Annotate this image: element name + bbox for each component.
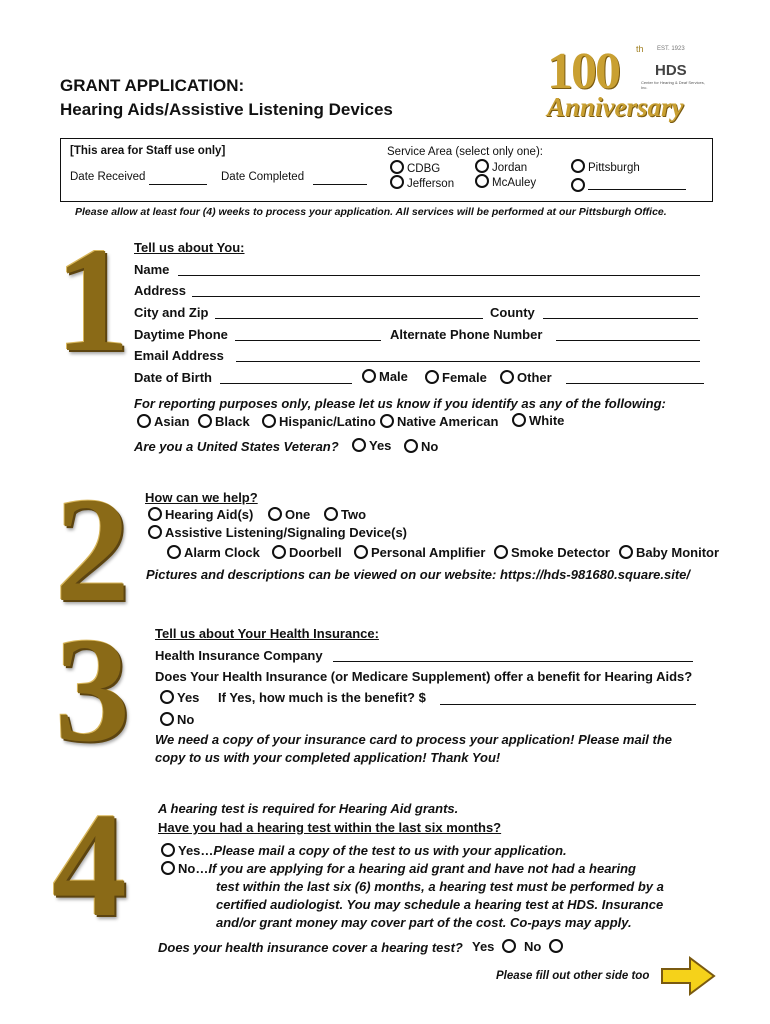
gender-male[interactable]: Male	[362, 369, 408, 384]
radio-icon	[475, 159, 489, 173]
email-field[interactable]	[236, 361, 700, 362]
radio-icon	[160, 690, 174, 704]
service-area-label: Service Area (select only one):	[387, 146, 543, 158]
radio-icon	[354, 545, 368, 559]
logo-est: EST. 1923	[657, 46, 685, 52]
service-cdbg[interactable]: CDBG	[390, 160, 440, 175]
title-line-1: GRANT APPLICATION:	[60, 76, 245, 95]
device-alarm-clock[interactable]: Alarm Clock	[167, 545, 260, 560]
hearing-test-no-text-4: and/or grant money may cover part of the cost. Co-pays may apply.	[216, 915, 632, 930]
daytime-phone-field[interactable]	[235, 340, 381, 341]
city-zip-field[interactable]	[215, 318, 483, 319]
other-side-note: Please fill out other side too	[496, 970, 650, 982]
radio-icon	[268, 507, 282, 521]
radio-icon	[571, 178, 585, 192]
insurance-company-field[interactable]	[333, 661, 693, 662]
email-label: Email Address	[134, 348, 224, 363]
device-doorbell[interactable]: Doorbell	[272, 545, 342, 560]
service-jefferson[interactable]: Jefferson	[390, 175, 454, 190]
section-number-1: 1	[55, 217, 130, 383]
hearing-aids-option[interactable]: Hearing Aid(s)	[148, 507, 253, 522]
arrow-right-icon	[660, 955, 716, 997]
page-title	[60, 74, 393, 122]
radio-icon	[425, 370, 439, 384]
reporting-note: For reporting purposes only, please let us know if you identify as any of the following:	[134, 396, 666, 411]
insurance-company-label: Health Insurance Company	[155, 648, 323, 663]
radio-icon	[500, 370, 514, 384]
county-field[interactable]	[543, 318, 698, 319]
section-number-2: 2	[55, 467, 130, 633]
benefit-yes[interactable]: Yes	[160, 690, 199, 705]
staff-label: [This area for Staff use only]	[70, 145, 226, 157]
city-zip-label: City and Zip	[134, 305, 209, 320]
device-personal-amplifier[interactable]: Personal Amplifier	[354, 545, 485, 560]
radio-icon	[619, 545, 633, 559]
insurance-copy-note-2: copy to us with your completed application! Thank You!	[155, 750, 501, 765]
anniversary-logo	[545, 40, 710, 135]
radio-icon	[502, 939, 516, 953]
radio-icon	[137, 414, 151, 428]
dob-label: Date of Birth	[134, 370, 212, 385]
radio-icon	[390, 160, 404, 174]
hearing-test-yes[interactable]: Yes…Please mail a copy of the test to us with your application.	[161, 843, 567, 858]
cover-test-question: Does your health insurance cover a hearing test?	[158, 940, 463, 955]
radio-icon	[167, 545, 181, 559]
ethnicity-hispanic[interactable]: Hispanic/Latino	[262, 414, 376, 429]
radio-icon	[262, 414, 276, 428]
date-received-label: Date Received	[70, 171, 146, 183]
logo-anniversary: Anniversary	[547, 92, 684, 122]
device-smoke-detector[interactable]: Smoke Detector	[494, 545, 610, 560]
address-label: Address	[134, 283, 187, 298]
radio-icon	[404, 439, 418, 453]
radio-icon	[549, 939, 563, 953]
cover-test-no[interactable]: No	[524, 939, 566, 954]
radio-icon	[272, 545, 286, 559]
veteran-yes[interactable]: Yes	[352, 438, 391, 453]
radio-icon	[494, 545, 508, 559]
logo-th: th	[636, 44, 644, 54]
benefit-no[interactable]: No	[160, 712, 194, 727]
title-line-2: Hearing Aids/Assistive Listening Devices	[60, 100, 393, 119]
radio-icon	[161, 861, 175, 875]
date-completed-label: Date Completed	[221, 171, 305, 183]
service-other[interactable]	[571, 178, 588, 193]
service-pittsburgh[interactable]: Pittsburgh	[571, 159, 640, 174]
name-label: Name	[134, 262, 170, 277]
device-baby-monitor[interactable]: Baby Monitor	[619, 545, 719, 560]
radio-icon	[324, 507, 338, 521]
radio-icon	[161, 843, 175, 857]
radio-icon	[390, 175, 404, 189]
benefit-amount-label: If Yes, how much is the benefit? $	[218, 690, 426, 705]
section1-title: Tell us about You:	[134, 240, 245, 255]
processing-notice: Please allow at least four (4) weeks to process your application. All services will be performed at our Pittsburgh Office.	[75, 206, 667, 218]
ethnicity-native-american[interactable]: Native American	[380, 414, 498, 429]
cover-test-yes[interactable]: Yes	[472, 939, 519, 954]
ethnicity-asian[interactable]: Asian	[137, 414, 189, 429]
hearing-test-no-text-2: test within the last six (6) months, a hearing test must be performed by a	[216, 879, 664, 894]
dob-field[interactable]	[220, 383, 352, 384]
logo-hds: HDS	[655, 62, 687, 79]
ethnicity-black[interactable]: Black	[198, 414, 250, 429]
radio-icon	[160, 712, 174, 726]
benefit-question: Does Your Health Insurance (or Medicare Supplement) offer a benefit for Hearing Aids?	[155, 669, 693, 684]
radio-icon	[475, 174, 489, 188]
alternate-phone-field[interactable]	[556, 340, 700, 341]
name-field[interactable]	[178, 275, 700, 276]
radio-icon	[352, 438, 366, 452]
benefit-amount-field[interactable]	[440, 704, 696, 705]
service-other-field[interactable]	[588, 189, 686, 190]
insurance-copy-note-1: We need a copy of your insurance card to process your application! Please mail the	[155, 732, 673, 747]
service-jordan[interactable]: Jordan	[475, 159, 527, 174]
pictures-note: Pictures and descriptions can be viewed on our website: https://hds-981680.square.site/	[146, 567, 690, 582]
logo-subtitle: Center for Hearing & Deaf Services, Inc.	[641, 80, 705, 90]
logo-100: 100	[547, 43, 619, 100]
radio-icon	[512, 413, 526, 427]
radio-icon	[148, 507, 162, 521]
radio-icon	[198, 414, 212, 428]
alternate-phone-label: Alternate Phone Number	[390, 327, 543, 342]
date-received-field[interactable]	[149, 184, 207, 185]
radio-icon	[148, 525, 162, 539]
service-mcauley[interactable]: McAuley	[475, 174, 536, 189]
daytime-phone-label: Daytime Phone	[134, 327, 228, 342]
gender-other-field[interactable]	[566, 383, 704, 384]
radio-icon	[362, 369, 376, 383]
veteran-question: Are you a United States Veteran?	[134, 439, 339, 454]
radio-icon	[571, 159, 585, 173]
section-number-3: 3	[55, 607, 130, 773]
ald-option[interactable]: Assistive Listening/Signaling Device(s)	[148, 525, 407, 540]
veteran-no[interactable]: No	[404, 439, 438, 454]
county-label: County	[490, 305, 535, 320]
hearing-test-question: Have you had a hearing test within the last six months?	[158, 820, 502, 835]
hearing-test-no[interactable]: No…If you are applying for a hearing aid grant and have not had a hearing	[161, 861, 636, 876]
hearing-test-no-text-3: certified audiologist. You may schedule a hearing test at HDS. Insurance	[216, 897, 664, 912]
section2-title: How can we help?	[145, 490, 258, 505]
hearing-test-required: A hearing test is required for Hearing Aid grants.	[158, 801, 459, 816]
gender-female[interactable]: Female	[425, 370, 487, 385]
hearing-aids-one[interactable]: One	[268, 507, 310, 522]
radio-icon	[380, 414, 394, 428]
gender-other[interactable]: Other	[500, 370, 552, 385]
section3-title: Tell us about Your Health Insurance:	[155, 626, 379, 641]
section-number-4: 4	[52, 782, 127, 948]
hearing-aids-two[interactable]: Two	[324, 507, 366, 522]
address-field[interactable]	[192, 296, 700, 297]
date-completed-field[interactable]	[313, 184, 367, 185]
ethnicity-white[interactable]: White	[512, 413, 564, 428]
